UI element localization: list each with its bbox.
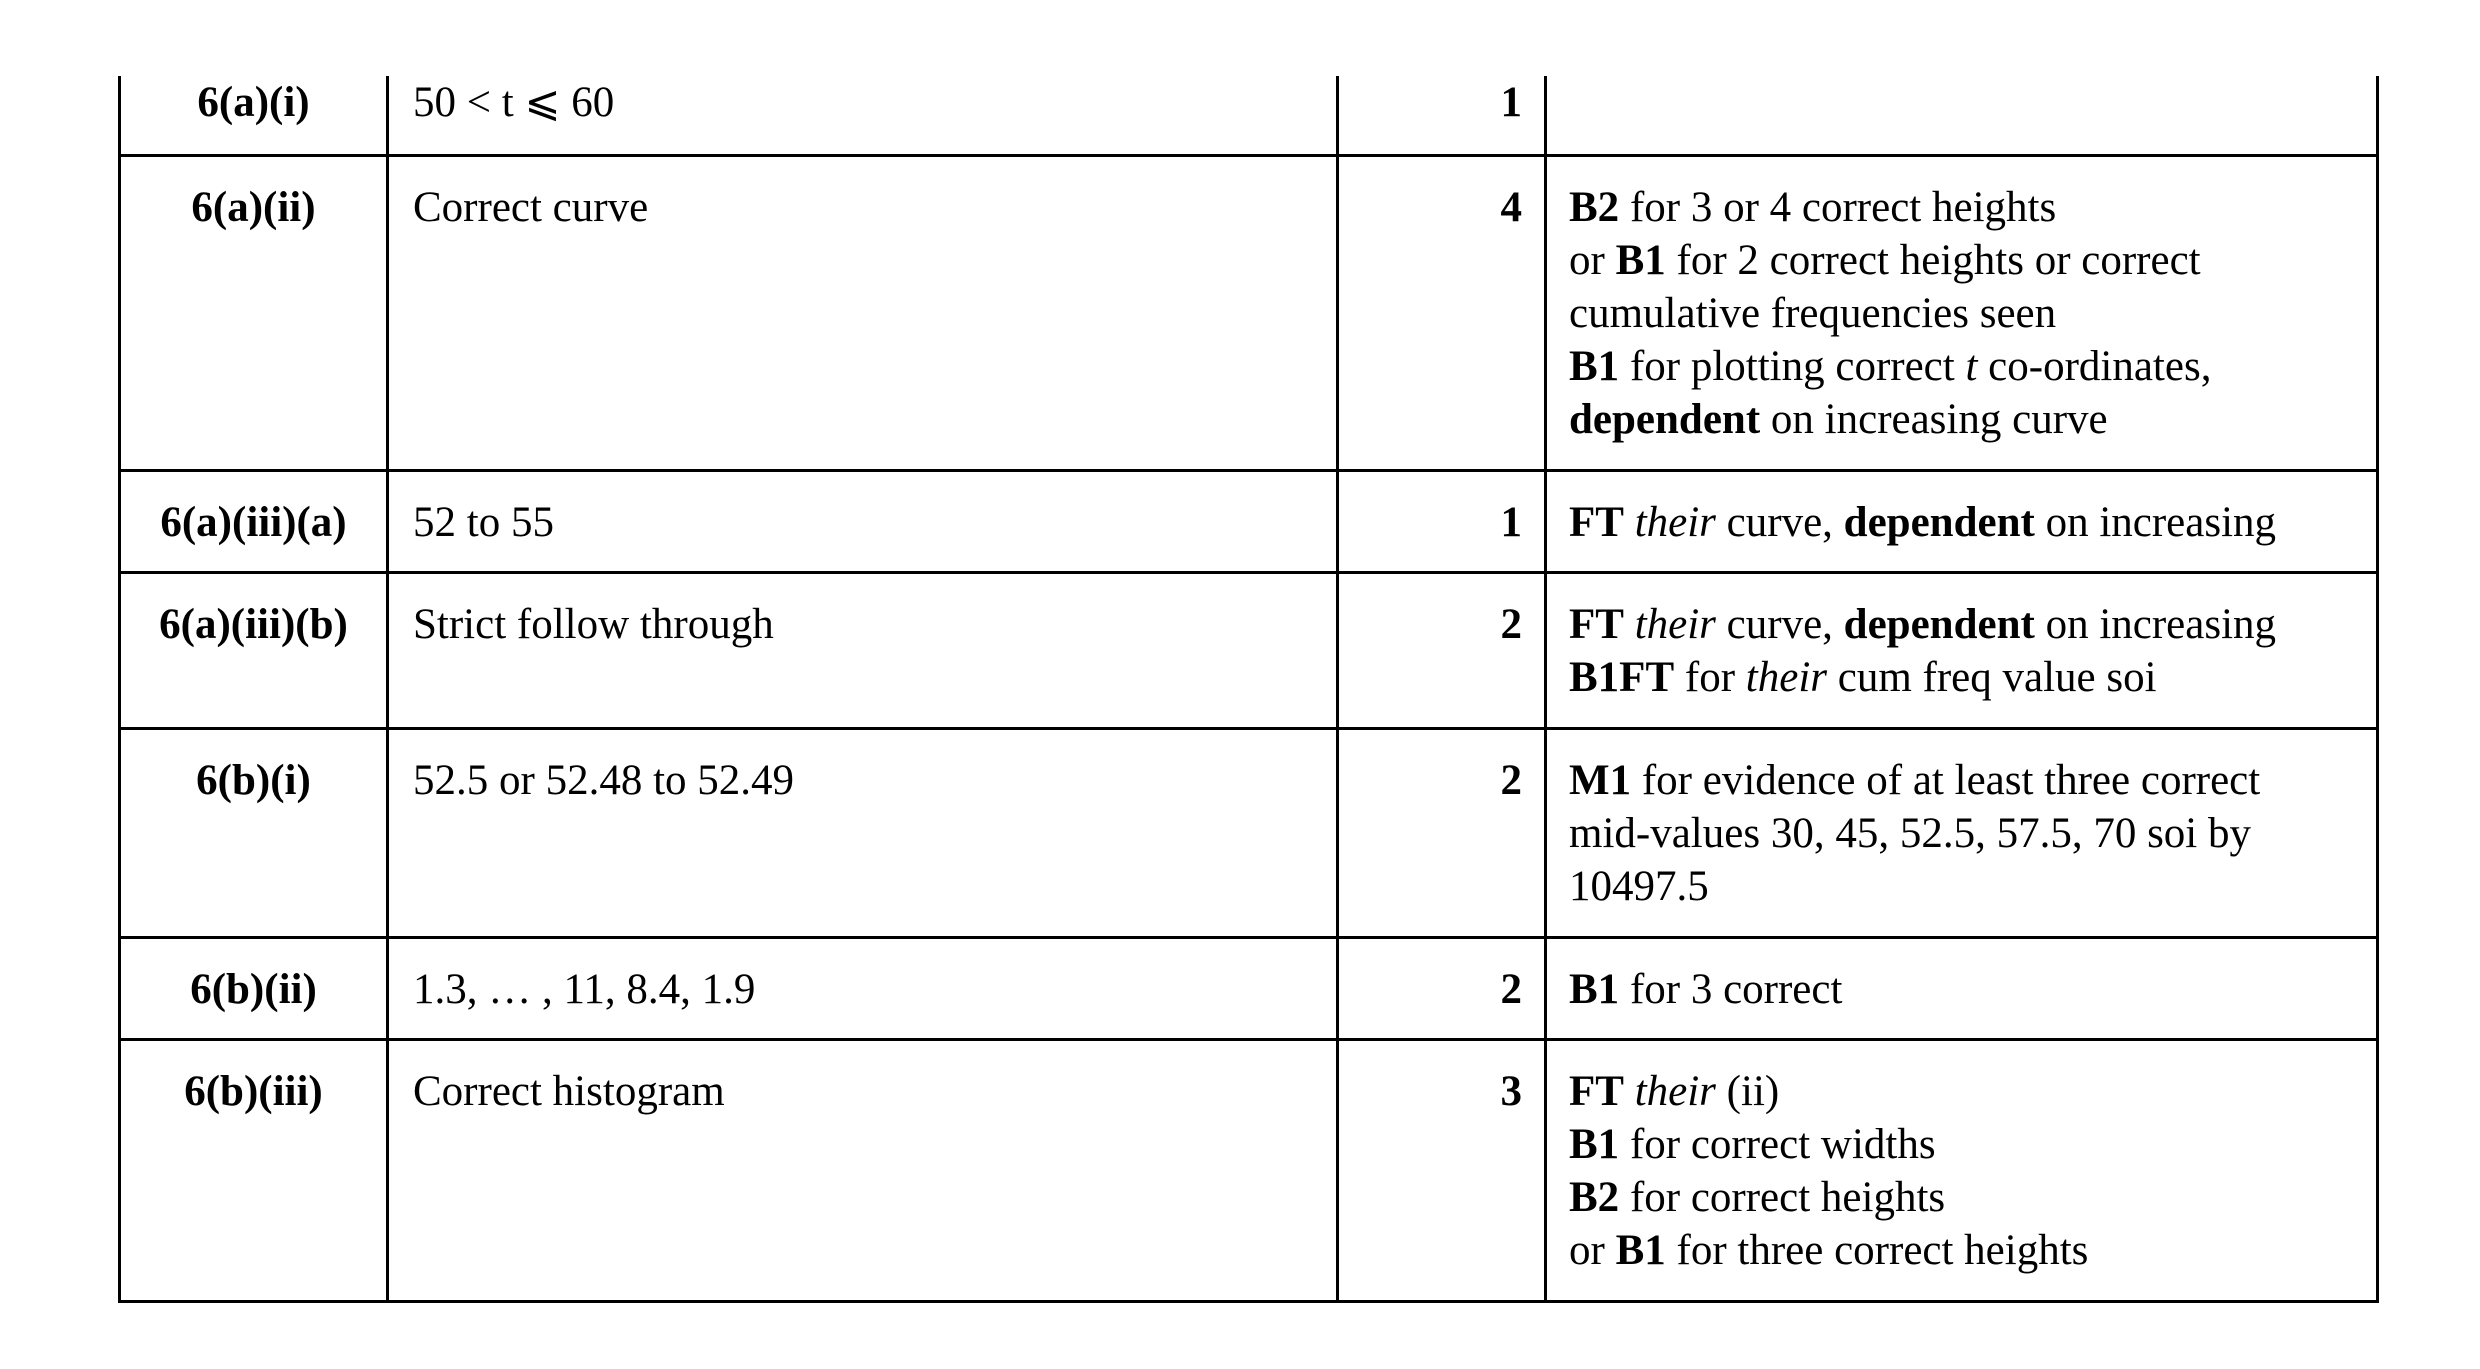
marks-cell: 2 — [1338, 937, 1546, 1039]
answer-cell: 1.3, … , 11, 8.4, 1.9 — [388, 937, 1338, 1039]
guidance-cell — [1546, 76, 2378, 155]
marks-cell: 4 — [1338, 155, 1546, 470]
guidance-text: for three correct heights — [1665, 1226, 2089, 1274]
guidance-line — [1569, 1118, 2366, 1171]
table-row — [120, 937, 2378, 1039]
table-row — [120, 76, 2378, 155]
guidance-cell — [1546, 728, 2378, 937]
guidance-text: for plotting correct — [1619, 342, 1966, 390]
guidance-text: 10497.5 — [1569, 862, 1709, 910]
guidance-text: mid-values 30, 45, 52.5, 57.5, 70 soi by — [1569, 809, 2251, 857]
question-number-cell: 6(a)(i) — [120, 76, 388, 155]
guidance-text: B1 — [1569, 1120, 1620, 1168]
guidance-line — [1569, 807, 2366, 860]
answer-cell: 50 < t ⩽ 60 — [388, 76, 1338, 155]
guidance-cell — [1546, 470, 2378, 572]
guidance-cell — [1546, 572, 2378, 728]
guidance-text: on increasing — [2034, 600, 2277, 648]
guidance-line — [1569, 181, 2366, 234]
guidance-line — [1569, 963, 2366, 1016]
guidance-text: B1 — [1569, 965, 1620, 1013]
guidance-text: on increasing curve — [1760, 395, 2108, 443]
guidance-text: their — [1634, 1067, 1716, 1115]
table-row — [120, 572, 2378, 728]
guidance-text: their — [1634, 498, 1716, 546]
answer-cell: Strict follow through — [388, 572, 1338, 728]
guidance-text: on increasing — [2034, 498, 2277, 546]
guidance-line — [1569, 754, 2366, 807]
guidance-cell — [1546, 1039, 2378, 1301]
guidance-text: or — [1569, 1226, 1616, 1274]
guidance-text: B2 — [1569, 1173, 1620, 1221]
guidance-text: cum freq value soi — [1827, 653, 2157, 701]
table-row — [120, 155, 2378, 470]
guidance-text: curve, — [1715, 600, 1844, 648]
guidance-text: t — [1965, 342, 1978, 390]
marks-cell: 3 — [1338, 1039, 1546, 1301]
mark-scheme-body — [120, 76, 2378, 1301]
guidance-line — [1569, 651, 2366, 704]
guidance-line — [1569, 598, 2366, 651]
guidance-text: FT — [1569, 1067, 1624, 1115]
guidance-text: M1 — [1569, 756, 1632, 804]
guidance-text: for 2 correct heights or correct — [1665, 236, 2201, 284]
marks-cell: 1 — [1338, 76, 1546, 155]
guidance-text: their — [1634, 600, 1716, 648]
guidance-cell — [1546, 937, 2378, 1039]
mark-scheme-table — [118, 76, 2379, 1303]
guidance-text: their — [1745, 653, 1827, 701]
answer-cell: Correct histogram — [388, 1039, 1338, 1301]
marks-cell: 1 — [1338, 470, 1546, 572]
guidance-cell — [1546, 155, 2378, 470]
table-row — [120, 470, 2378, 572]
question-number-cell: 6(b)(iii) — [120, 1039, 388, 1301]
guidance-text: or — [1569, 236, 1616, 284]
guidance-text: for correct widths — [1619, 1120, 1936, 1168]
marks-cell: 2 — [1338, 728, 1546, 937]
question-number-cell: 6(a)(iii)(a) — [120, 470, 388, 572]
question-number-cell: 6(b)(i) — [120, 728, 388, 937]
guidance-text: cumulative frequencies seen — [1569, 289, 2057, 337]
guidance-line — [1569, 287, 2366, 340]
guidance-text: dependent — [1843, 600, 2035, 648]
guidance-text: (ii) — [1715, 1067, 1780, 1115]
answer-cell: 52 to 55 — [388, 470, 1338, 572]
guidance-line — [1569, 496, 2366, 549]
question-number-cell: 6(a)(ii) — [120, 155, 388, 470]
guidance-line — [1569, 1065, 2366, 1118]
guidance-text: B2 — [1569, 183, 1620, 231]
guidance-text: B1FT — [1569, 653, 1675, 701]
question-number-cell: 6(b)(ii) — [120, 937, 388, 1039]
guidance-line — [1569, 340, 2366, 393]
marks-cell: 2 — [1338, 572, 1546, 728]
guidance-text: co-ordinates, — [1977, 342, 2212, 390]
guidance-text: for — [1674, 653, 1746, 701]
guidance-line — [1569, 234, 2366, 287]
answer-cell: 52.5 or 52.48 to 52.49 — [388, 728, 1338, 937]
guidance-line — [1569, 1171, 2366, 1224]
guidance-text: curve, — [1715, 498, 1844, 546]
question-number-cell: 6(a)(iii)(b) — [120, 572, 388, 728]
guidance-text: for 3 or 4 correct heights — [1619, 183, 2057, 231]
guidance-line — [1569, 1224, 2366, 1277]
guidance-line — [1569, 860, 2366, 913]
guidance-text: FT — [1569, 498, 1624, 546]
guidance-text — [1624, 1068, 1635, 1115]
guidance-text: for correct heights — [1619, 1173, 1946, 1221]
guidance-line — [1569, 393, 2366, 446]
guidance-text — [1624, 499, 1635, 546]
guidance-text: B1 — [1569, 342, 1620, 390]
guidance-text: dependent — [1843, 498, 2035, 546]
table-row — [120, 728, 2378, 937]
guidance-text: B1 — [1615, 1226, 1666, 1274]
guidance-text: FT — [1569, 600, 1624, 648]
table-row — [120, 1039, 2378, 1301]
answer-cell: Correct curve — [388, 155, 1338, 470]
guidance-text — [1624, 601, 1635, 648]
guidance-text: B1 — [1615, 236, 1666, 284]
guidance-text: for evidence of at least three correct — [1631, 756, 2261, 804]
guidance-text: dependent — [1569, 395, 1761, 443]
guidance-text: for 3 correct — [1619, 965, 1843, 1013]
